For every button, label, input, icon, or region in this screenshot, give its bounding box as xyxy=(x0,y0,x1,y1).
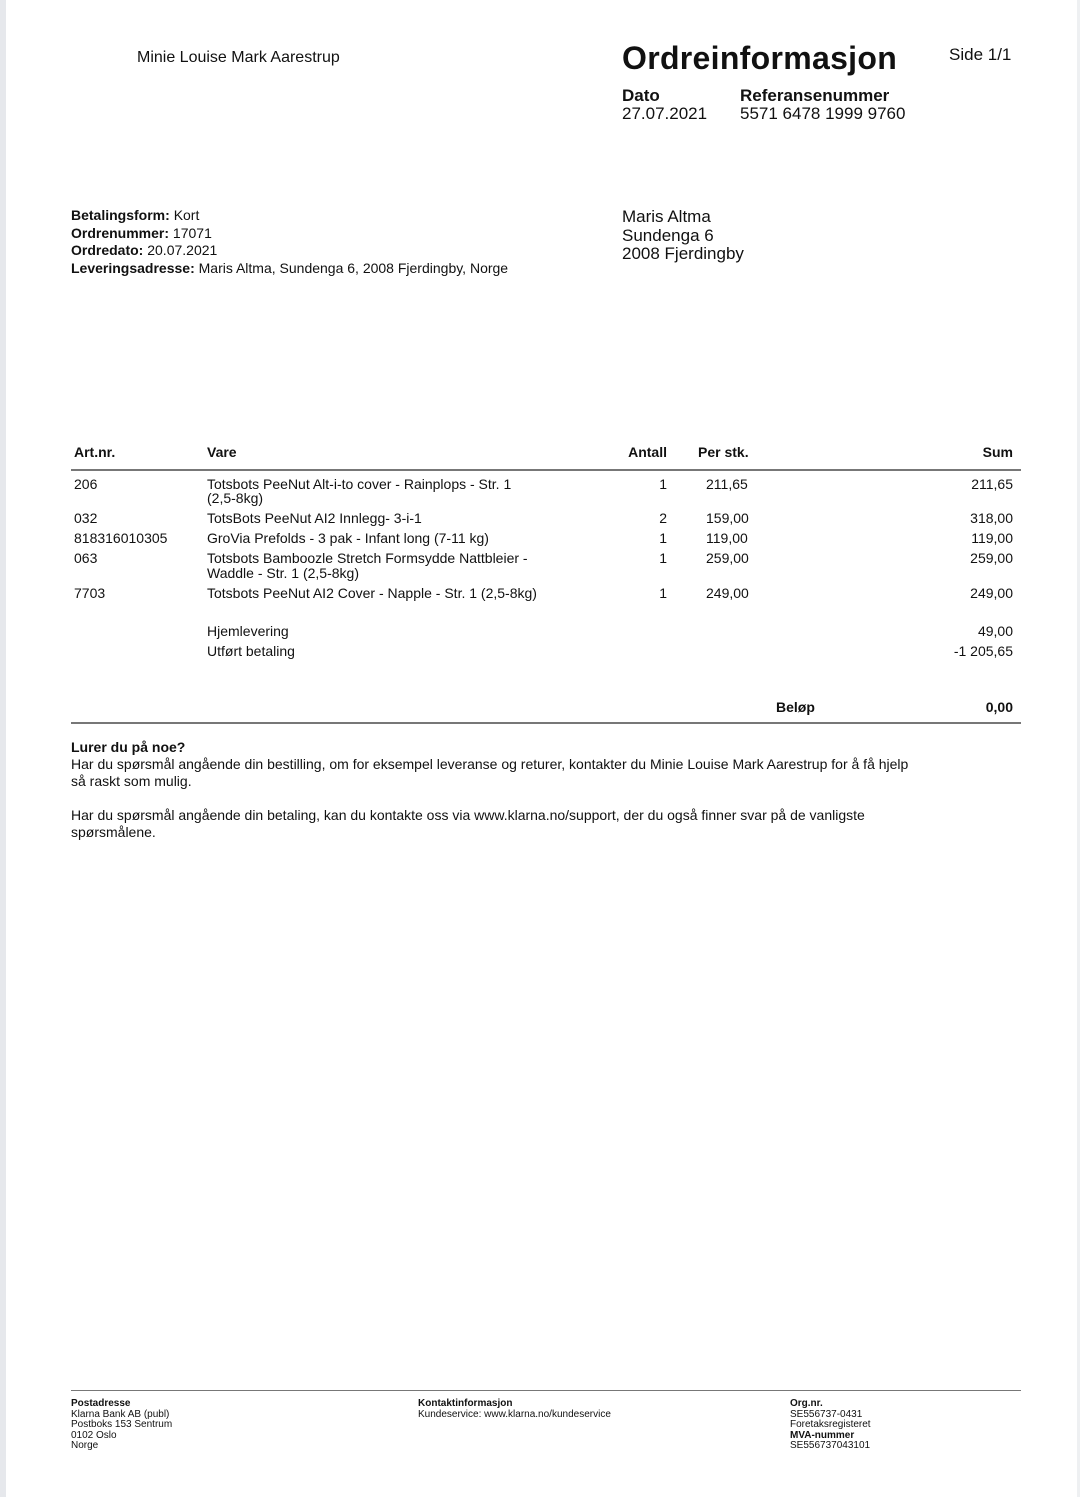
row-2-qty: 2 xyxy=(659,510,667,526)
reference-label: Referansenummer xyxy=(740,86,890,105)
date-label: Dato xyxy=(622,86,660,105)
help-order-line-1: Har du spørsmål angående din bestilling, om for eksempel leveranse og returer, kontakter du Minie Louise Mark Aarestrup for å få hjelp xyxy=(71,756,909,772)
payment-row xyxy=(71,207,508,225)
row-5-qty: 1 xyxy=(659,585,667,601)
row-1-item: Totsbots PeeNut Alt-i-to cover - Rainplops - Str. 1 xyxy=(207,476,512,492)
payment-made-sum: -1 205,65 xyxy=(953,643,1013,659)
org-number: SE556737-0431 xyxy=(790,1408,863,1420)
recipient-city: 2008 Fjerdingby xyxy=(622,244,744,263)
footer-org xyxy=(790,1399,871,1452)
total-rule xyxy=(71,722,1021,724)
help-section xyxy=(71,739,1021,841)
order-number-label: Ordrenummer: xyxy=(71,224,170,241)
order-number-value: 17071 xyxy=(172,224,212,241)
payment-made-label: Utført betaling xyxy=(207,643,295,659)
postal-line-4: Norge xyxy=(71,1440,99,1451)
footer-contact xyxy=(418,1399,611,1420)
row-2-item: TotsBots PeeNut AI2 Innlegg- 3-i-1 xyxy=(207,510,422,526)
row-4-qty: 1 xyxy=(659,550,667,566)
page-title: Ordreinformasjon xyxy=(622,40,898,76)
order-date-row xyxy=(71,242,508,260)
col-header-item: Vare xyxy=(207,444,237,460)
postal-line-2: Postboks 153 Sentrum xyxy=(71,1419,173,1430)
home-delivery-label: Hjemlevering xyxy=(207,623,289,639)
row-5-sum: 249,00 xyxy=(970,585,1013,601)
footer-postal xyxy=(71,1399,172,1452)
row-4-sum: 259,00 xyxy=(970,550,1013,566)
merchant-name: Minie Louise Mark Aarestrup xyxy=(137,49,340,66)
footer-rule xyxy=(71,1390,1021,1391)
col-header-art: Art.nr. xyxy=(74,444,116,460)
row-5-art: 7703 xyxy=(74,585,106,601)
postal-line-3: 0102 Oslo xyxy=(71,1429,117,1441)
help-order-line-2: så raskt som mulig. xyxy=(71,773,192,789)
date-value: 27.07.2021 xyxy=(622,104,708,123)
row-1-sum: 211,65 xyxy=(971,476,1013,492)
row-4-item-cont: Waddle - Str. 1 (2,5-8kg) xyxy=(207,565,359,581)
org-register: Foretaksregisteret xyxy=(790,1419,871,1430)
row-3-sum: 119,00 xyxy=(971,530,1013,546)
help-payment-line-1: Har du spørsmål angående din betaling, kan du kontakte oss via www.klarna.no/support, der du også finner svar på de vanligste xyxy=(71,807,865,823)
reference-value: 5571 6478 1999 9760 xyxy=(740,104,906,123)
row-5-item: Totsbots PeeNut AI2 Cover - Napple - Str. 1 (2,5-8kg) xyxy=(207,585,537,601)
row-4-unit-price: 259,00 xyxy=(706,550,749,566)
total-label: Beløp xyxy=(776,699,815,715)
vat-number: SE556737043101 xyxy=(790,1440,871,1451)
delivery-address-label: Leveringsadresse: xyxy=(71,259,195,276)
row-3-art: 818316010305 xyxy=(74,530,168,546)
row-4-art: 063 xyxy=(74,550,98,566)
row-2-sum: 318,00 xyxy=(970,510,1013,526)
row-2-art: 032 xyxy=(74,510,98,526)
row-1-art: 206 xyxy=(74,476,98,492)
row-5-unit-price: 249,00 xyxy=(706,585,749,601)
vat-label: MVA-nummer xyxy=(790,1429,855,1441)
order-date-value: 20.07.2021 xyxy=(147,242,218,258)
recipient-address xyxy=(622,208,744,264)
table-header-rule xyxy=(71,469,1021,471)
delivery-address-value: Maris Altma, Sundenga 6, 2008 Fjerdingby, Norge xyxy=(198,259,509,276)
row-1-item-cont: (2,5-8kg) xyxy=(207,490,264,506)
contact-label: Kontaktinformasjon xyxy=(418,1398,513,1409)
row-4-item: Totsbots Bamboozle Stretch Formsydde Nattbleier - xyxy=(207,550,528,566)
order-number-row xyxy=(71,225,508,243)
col-header-sum: Sum xyxy=(982,444,1013,460)
row-1-qty: 1 xyxy=(659,476,667,492)
org-label: Org.nr. xyxy=(790,1398,823,1409)
contact-customer-service: Kundeservice: www.klarna.no/kundeservice xyxy=(418,1408,611,1420)
recipient-name: Maris Altma xyxy=(622,207,711,226)
delivery-address-row xyxy=(71,260,508,278)
col-header-qty: Antall xyxy=(628,444,667,460)
page-number: Side 1/1 xyxy=(949,45,1012,64)
help-question: Lurer du på noe? xyxy=(71,739,186,755)
total-value: 0,00 xyxy=(985,699,1013,715)
row-3-qty: 1 xyxy=(659,530,667,546)
col-header-unit-price: Per stk. xyxy=(698,444,749,460)
postal-label: Postadresse xyxy=(71,1398,131,1409)
home-delivery-sum: 49,00 xyxy=(977,623,1013,639)
payment-value: Kort xyxy=(173,207,200,223)
row-1-unit-price: 211,65 xyxy=(706,476,748,492)
help-payment-line-2: spørsmålene. xyxy=(71,824,156,840)
payment-label: Betalingsform: xyxy=(71,207,170,223)
postal-line-1: Klarna Bank AB (publ) xyxy=(71,1408,170,1420)
order-info xyxy=(71,207,508,277)
row-3-unit-price: 119,00 xyxy=(706,530,748,546)
order-date-label: Ordredato: xyxy=(71,242,144,258)
row-3-item: GroVia Prefolds - 3 pak - Infant long (7-11 kg) xyxy=(207,530,489,546)
recipient-street: Sundenga 6 xyxy=(622,225,714,245)
page-left-edge xyxy=(0,0,6,1497)
row-2-unit-price: 159,00 xyxy=(706,510,749,526)
